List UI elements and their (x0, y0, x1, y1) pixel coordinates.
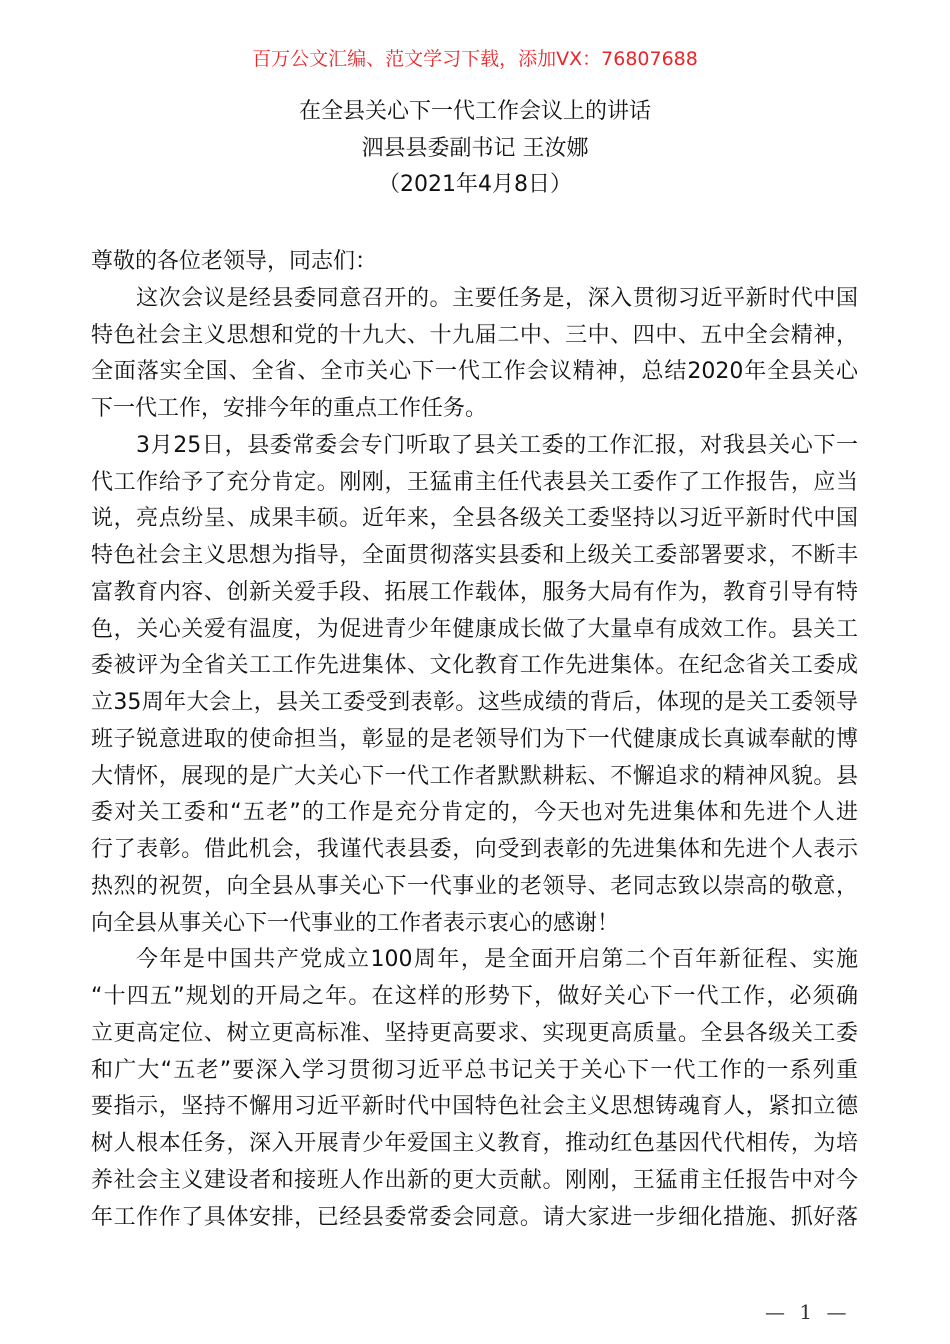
page-number: — 1 — (765, 1300, 851, 1324)
paragraph-line: 立35周年大会上，县关工委受到表彰。这些成绩的背后，体现的是关工委领导 (91, 690, 858, 715)
paragraph-line: 委对关工委和“五老”的工作是充分肯定的，今天也对先进集体和先进个人进 (91, 800, 858, 826)
paragraph-line: 3月25日，县委常委会专门听取了县关工委的工作汇报，对我县关心下一 (136, 432, 858, 458)
paragraph-line: 代工作给予了充分肯定。刚刚，王猛甫主任代表县关工委作了工作报告，应当 (91, 469, 858, 495)
document-date: （2021年4月8日） (378, 172, 572, 197)
paragraph-line: 特色社会主义思想和党的十九大、十九届二中、三中、四中、五中全会精神， (91, 322, 858, 348)
document-author: 泗县县委副书记 王汝娜 (361, 136, 589, 161)
paragraph-line: 今年是中国共产党成立100周年，是全面开启第二个百年新征程、实施 (136, 947, 858, 973)
paragraph-line: 特色社会主义思想为指导，全面贯彻落实县委和上级关工委部署要求，不断丰 (91, 543, 858, 568)
paragraph-line: 年工作作了具体安排，已经县委常委会同意。请大家进一步细化措施、抓好落 (91, 1204, 858, 1230)
paragraph-line: 要指示，坚持不懈用习近平新时代中国特色社会主义思想铸魂育人，紧扣立德 (91, 1094, 858, 1120)
greeting: 尊敬的各位老领导，同志们： (91, 249, 378, 274)
paragraph-line: 全面落实全国、全省、全市关心下一代工作会议精神，总结2020年全县关心 (91, 359, 858, 385)
watermark-banner: 百万公文汇编、范文学习下载，添加VX：76807688 (252, 48, 698, 70)
paragraph-line: 和广大“五老”要深入学习贯彻习近平总书记关于关心下一代工作的一系列重 (91, 1057, 858, 1083)
paragraph-line: 热烈的祝贺，向全县从事关心下一代事业的老领导、老同志致以崇高的敬意， (91, 873, 858, 899)
paragraph-line: 班子锐意进取的使命担当，彰显的是老领导们为下一代健康成长真诚奉献的博 (91, 726, 858, 752)
paragraph-line: 下一代工作，安排今年的重点工作任务。 (91, 396, 488, 421)
paragraph-line: 树人根本任务，深入开展青少年爱国主义教育，推动红色基因代代相传，为培 (91, 1131, 858, 1156)
paragraph-line: 行了表彰。借此机会，我谨代表县委，向受到表彰的先进集体和先进个人表示 (91, 837, 858, 862)
paragraph (91, 281, 858, 428)
paragraph-line: 色，关心关爱有温度，为促进青少年健康成长做了大量卓有成效工作。县关工 (91, 616, 858, 642)
paragraph-line: 富教育内容、创新关爱手段、拓展工作载体，服务大局有作为，教育引导有特 (91, 579, 858, 605)
paragraph (91, 942, 858, 1236)
paragraph (91, 428, 858, 943)
paragraph-line: 大情怀，展现的是广大关心下一代工作者默默耕耘、不懈追求的精神风貌。县 (91, 763, 858, 789)
paragraph-line: 说，亮点纷呈、成果丰硕。近年来，全县各级关工委坚持以习近平新时代中国 (91, 506, 858, 532)
paragraph-line: 这次会议是经县委同意召开的。主要任务是，深入贯彻习近平新时代中国 (136, 285, 858, 311)
paragraph-line: 向全县从事关心下一代事业的工作者表示衷心的感谢！ (91, 910, 620, 936)
paragraph-line: 立更高定位、树立更高标准、坚持更高要求、实现更高质量。全县各级关工委 (91, 1020, 858, 1046)
document-body (91, 244, 858, 1236)
paragraph-line: “十四五”规划的开局之年。在这样的形势下，做好关心下一代工作，必须确 (91, 984, 858, 1009)
paragraph-line: 委被评为全省关工工作先进集体、文化教育工作先进集体。在纪念省关工委成 (91, 653, 858, 679)
paragraph-line: 养社会主义建设者和接班人作出新的更大贡献。刚刚，王猛甫主任报告中对今 (91, 1167, 858, 1193)
document-title: 在全县关心下一代工作会议上的讲话 (298, 99, 651, 124)
